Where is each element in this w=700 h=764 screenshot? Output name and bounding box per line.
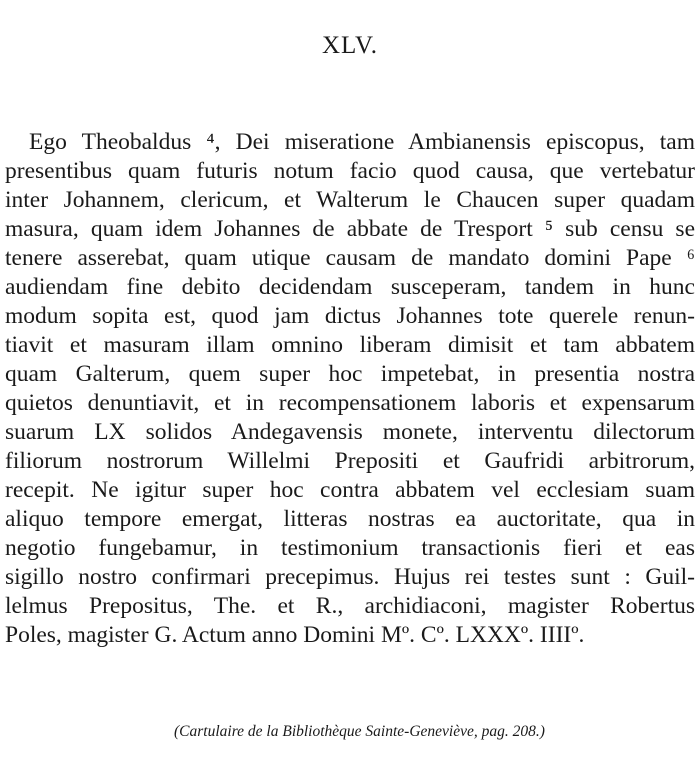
text-line: presentibus quam futuris notum facio quod causa, que vertebatur — [5, 158, 695, 184]
source-citation: (Cartulaire de la Bibliothèque Sainte-Geneviève, pag. 208.) — [174, 723, 545, 740]
charter-text — [5, 128, 695, 650]
text-line: Ego Theobaldus ⁴, Dei miseratione Ambianensis episcopus, tam — [29, 129, 695, 155]
text-line: tenere asserebat, quam utique causam de mandato domini Pape ⁶ — [5, 245, 695, 271]
text-line: filiorum nostrorum Willelmi Prepositi et Gaufridi arbitrorum, — [5, 448, 695, 474]
text-line: negotio fungebamur, in testimonium transactionis fieri et eas — [5, 535, 695, 561]
text-line: aliquo tempore emergat, litteras nostras ea auctoritate, qua in — [5, 506, 695, 532]
text-line: sigillo nostro confirmari precepimus. Hujus rei testes sunt : Guil- — [5, 564, 695, 590]
text-line: quam Galterum, quem super hoc impetebat, in presentia nostra — [5, 361, 695, 387]
text-line: recepit. Ne igitur super hoc contra abbatem vel ecclesiam suam — [5, 477, 695, 503]
text-line: audiendam fine debito decidendam susceperam, tandem in hunc — [5, 274, 695, 300]
text-line: modum sopita est, quod jam dictus Johannes tote querele renun- — [5, 303, 695, 329]
text-line: tiavit et masuram illam omnino liberam dimisit et tam abbatem — [5, 332, 695, 358]
charter-number-heading: XLV. — [321, 32, 379, 59]
text-line: quietos denuntiavit, et in recompensationem laboris et expensarum — [5, 390, 695, 416]
text-line: suarum LX solidos Andegavensis monete, interventu dilectorum — [5, 419, 695, 445]
text-line: masura, quam idem Johannes de abbate de Tresport ⁵ sub censu se — [5, 216, 695, 242]
text-line: inter Johannem, clericum, et Walterum le Chaucen super quadam — [5, 187, 695, 213]
text-line-last: Poles, magister G. Actum anno Domini Mº. Cº. LXXXº. IIIIº. — [5, 622, 585, 648]
text-line: lelmus Prepositus, The. et R., archidiaconi, magister Robertus — [5, 593, 695, 619]
